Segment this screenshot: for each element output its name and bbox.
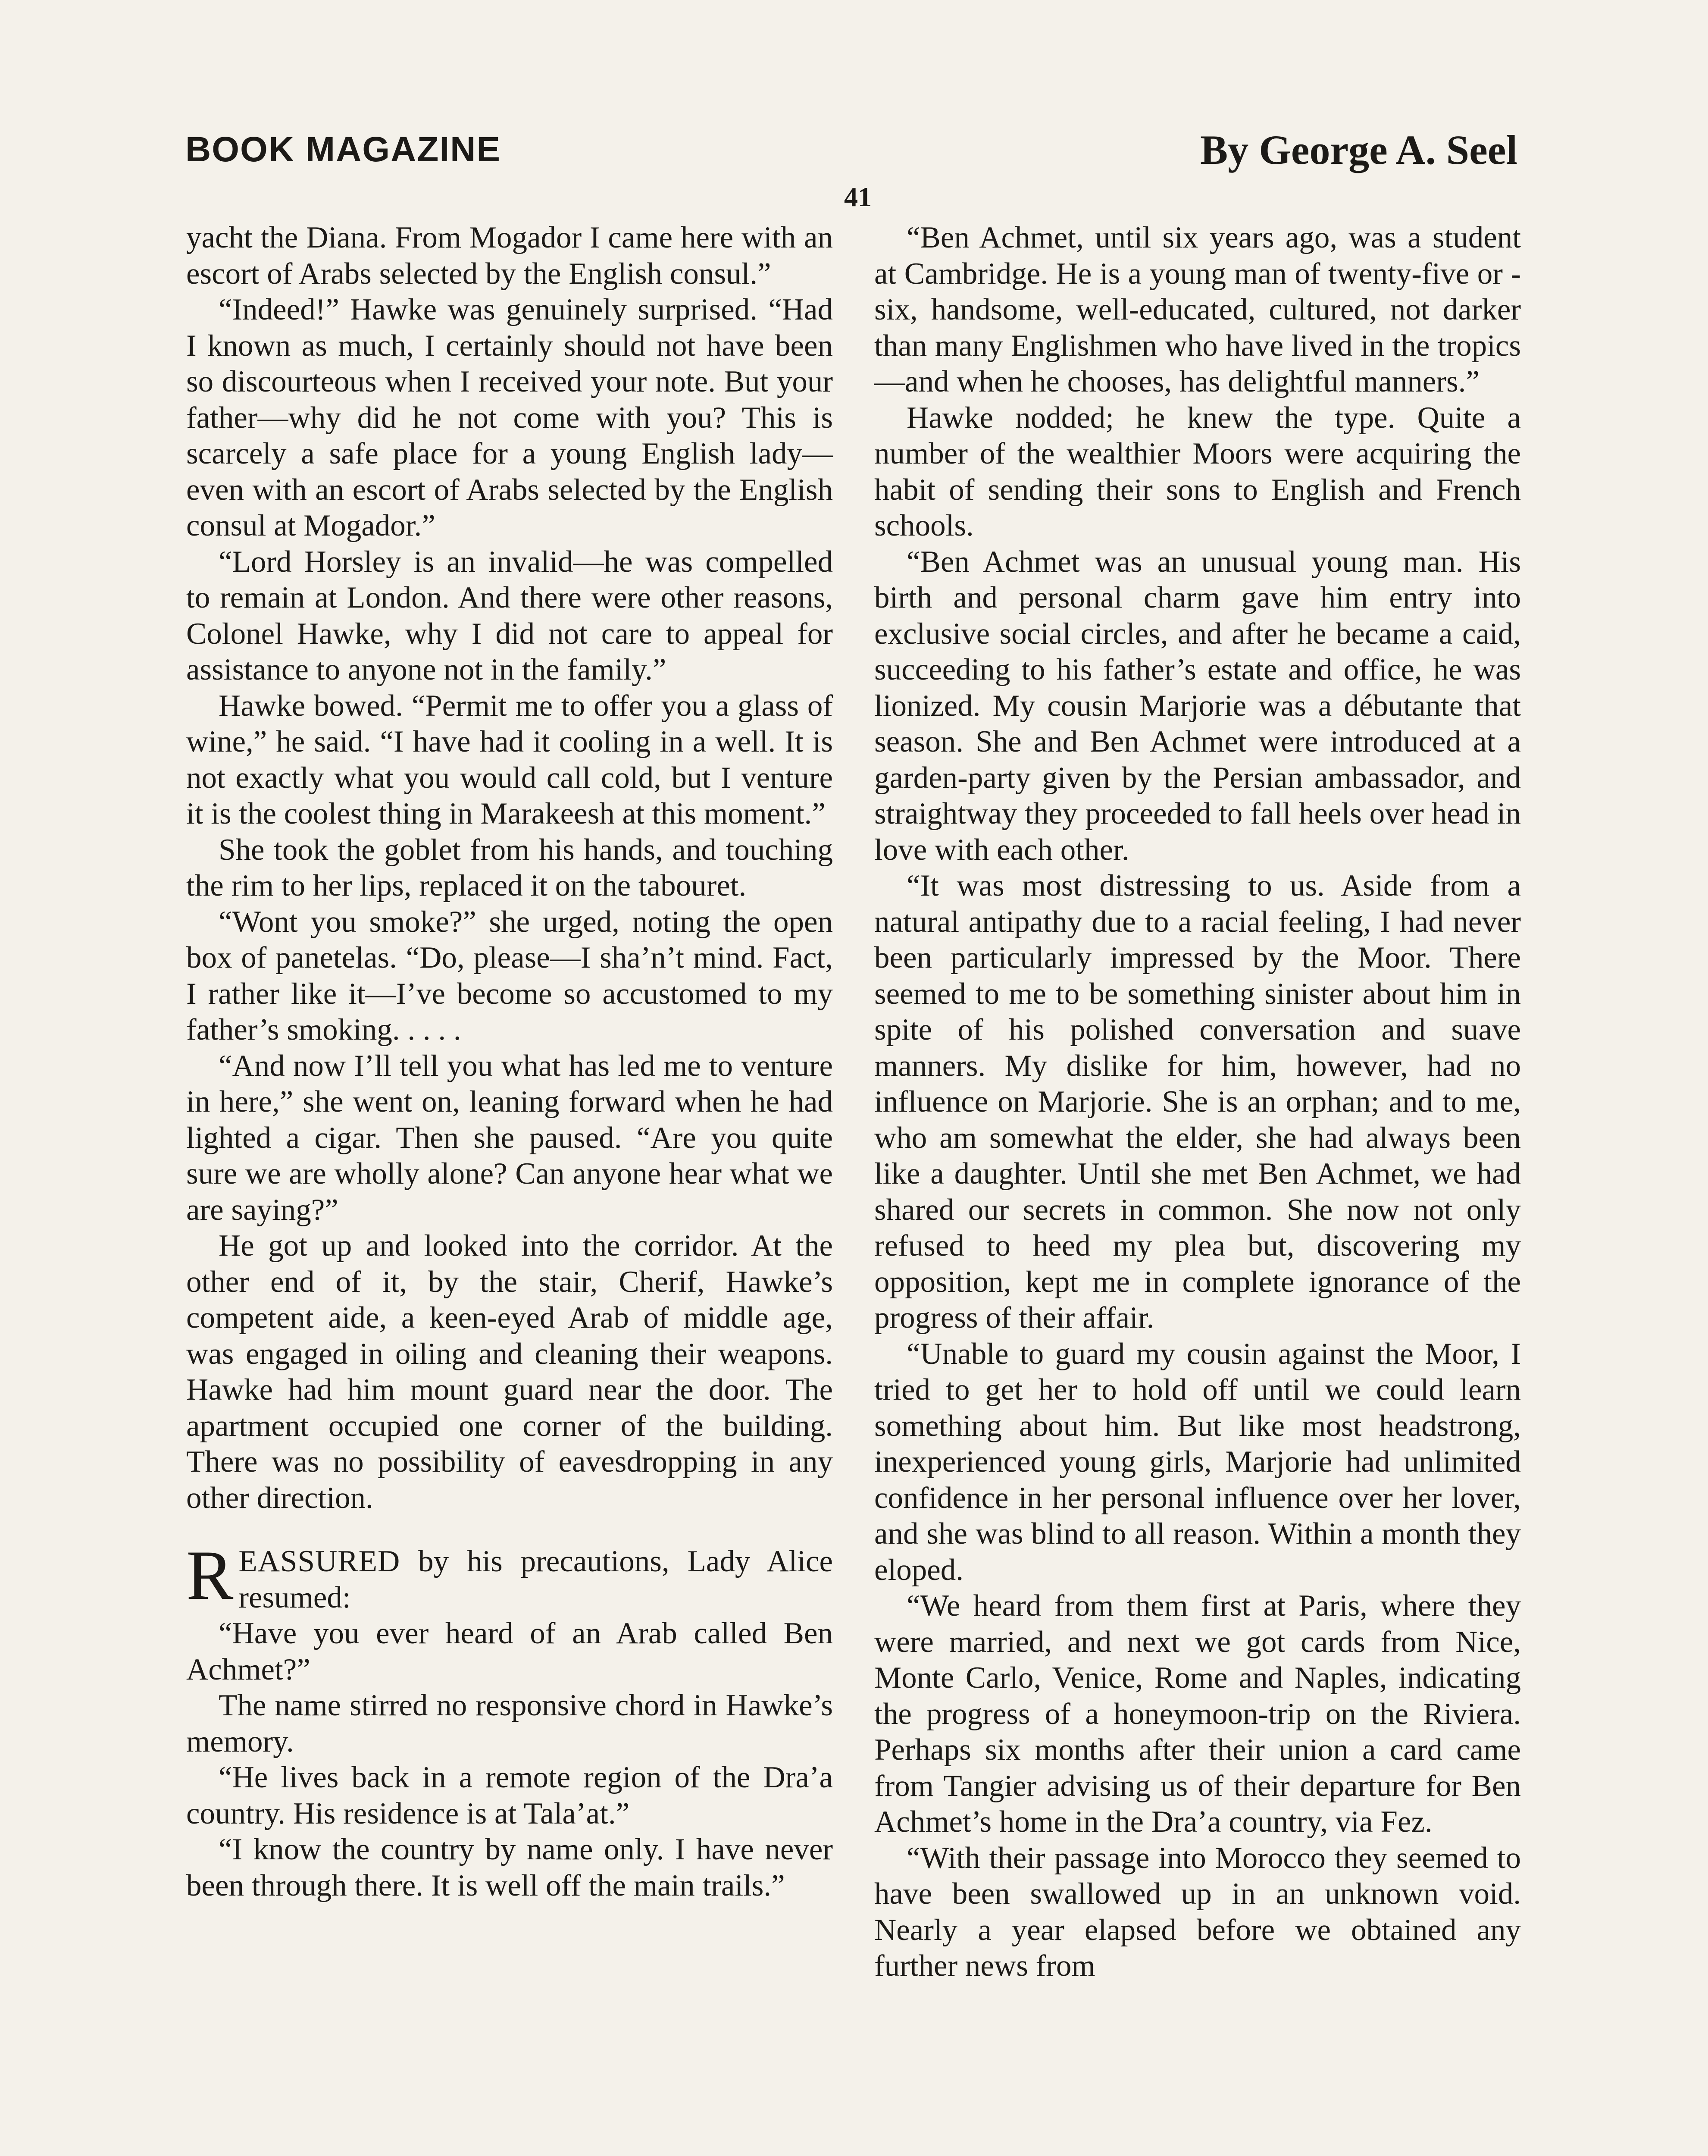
paragraph [874,400,1521,544]
paragraph-text: “He lives back in a remote region of the Dra’a country. His residence is at Tala’at.” [186,1761,833,1830]
paragraph [186,688,833,832]
paragraph-text: “Unable to guard my cousin against the Moor, I tried to get her to hold off until we could learn something about him. But like most headstrong, inexperienced young girls, Marjorie had unlimited confidence in her personal influence over her lover, and she was blind to all reason. Within a month they eloped. [874,1337,1521,1587]
paragraph-text: “Have you ever heard of an Arab called Ben Achmet?” [186,1617,833,1686]
running-header [185,129,1517,181]
paragraph [874,1336,1521,1589]
paragraph [874,868,1521,1336]
paragraph [186,292,833,544]
paragraph-text: “And now I’ll tell you what has led me to venture in here,” she went on, leaning forward when he had lighted a cigar. Then she paused. “Are you quite sure we are wholly alone? Can anyone hear what we are saying?” [186,1049,833,1227]
paragraph-text: yacht the Diana. From Mogador I came here with an escort of Arabs selected by the English consul.” [186,221,833,291]
paragraph [186,1228,833,1516]
paragraph [186,1832,833,1904]
small-caps-lead: EASSURED [238,1545,400,1578]
paragraph-text: Hawke nodded; he knew the type. Quite a number of the wealthier Moors were acquiring the habit of sending their sons to English and French schools. [874,401,1521,542]
paragraph-text: “Lord Horsley is an invalid—he was compelled to remain at London. And there were other reasons, Colonel Hawke, why I did not care to appeal for assistance to anyone not in the family.” [186,545,833,686]
author-byline: By George A. Seel [1200,127,1517,173]
paragraph-text: “It was most distressing to us. Aside from a natural antipathy due to a racial feeling, I had never been particularly impressed by the Moor. There seemed to me to be something sinister about him in spite of his polished conversation and suave manners. My dislike for him, however, had no influence on Marjorie. She is an orphan; and to me, who am somewhat the elder, she had always been like a daughter. Until she met Ben Achmet, we had shared our secrets in common. She now not only refused to heed my plea but, discovering my opposition, kept me in complete ignorance of the progress of their affair. [874,869,1521,1335]
left-text-column [186,220,833,1904]
paragraph-text: Hawke bowed. “Permit me to offer you a glass of wine,” he said. “I have had it cooling in a well. It is not exactly what you would call cold, but I venture it is the coolest thing in Marakeesh at this moment.” [186,689,833,830]
paragraph [186,1760,833,1832]
paragraph [186,544,833,688]
paragraph [186,1536,833,1616]
paragraph [874,220,1521,400]
paragraph [186,1688,833,1760]
paragraph [874,544,1521,868]
right-text-column [874,220,1521,1984]
paragraph-text: “I know the country by name only. I have never been through there. It is well off the main trails.” [186,1833,833,1902]
paragraph-text: She took the goblet from his hands, and touching the rim to her lips, replaced it on the tabouret. [186,833,833,903]
paragraph [186,1048,833,1228]
paragraph-text: “With their passage into Morocco they seemed to have been swallowed up in an unknown void. Nearly a year elapsed before we obtained any further news from [874,1841,1521,1983]
drop-cap: R [186,1536,234,1614]
paragraph-text: by his precautions, Lady Alice resumed: [238,1545,833,1614]
paragraph-text: “Wont you smoke?” she urged, noting the open box of panetelas. “Do, please—I sha’n’t mind. Fact, I rather like it—I’ve become so accustomed to my father’s smoking. . . . . [186,905,833,1047]
paragraph-text: “Ben Achmet was an unusual young man. His birth and personal charm gave him entry into exclusive social circles, and after he became a caid, succeeding to his father’s estate and office, he was lionized. My cousin Marjorie was a débutante that season. She and Ben Achmet were introduced at a garden-party given by the Persian ambassador, and straightway they proceeded to fall heels over head in love with each other. [874,545,1521,867]
publication-title: BOOK MAGAZINE [185,130,501,169]
paragraph-text: He got up and looked into the corridor. At the other end of it, by the stair, Cherif, Hawke’s competent aide, a keen-eyed Arab of middle age, was engaged in oiling and cleaning their weapons. Hawke had him mount guard near the door. The apartment occupied one corner of the building. There was no possibility of eavesdropping in any other direction. [186,1229,833,1515]
paragraph [186,220,833,292]
paragraph-text: “Ben Achmet, until six years ago, was a student at Cambridge. He is a young man of twenty-five or -six, handsome, well-educated, cultured, not darker than many Englishmen who have lived in the tropics—and when he chooses, has delightful manners.” [874,221,1521,398]
paragraph [186,832,833,904]
paragraph [186,1616,833,1688]
paragraph [874,1840,1521,1984]
paragraph-text: The name stirred no responsive chord in Hawke’s memory. [186,1689,833,1758]
paragraph [874,1588,1521,1840]
paragraph-text: “We heard from them first at Paris, where they were married, and next we got cards from Nice, Monte Carlo, Venice, Rome and Naples, indicating the progress of a honeymoon-trip on the Riviera. Perhaps six months after their union a card came from Tangier advising us of their departure for Ben Achmet’s home in the Dra’a country, via Fez. [874,1589,1521,1839]
page-number: 41 [844,182,872,212]
paragraph-text: “Indeed!” Hawke was genuinely surprised. “Had I known as much, I certainly should not have been so discourteous when I received your note. But your father—why did he not come with you? This is scarcely a safe place for a young English lady—even with an escort of Arabs selected by the English consul at Mogador.” [186,293,833,542]
paragraph [186,904,833,1048]
